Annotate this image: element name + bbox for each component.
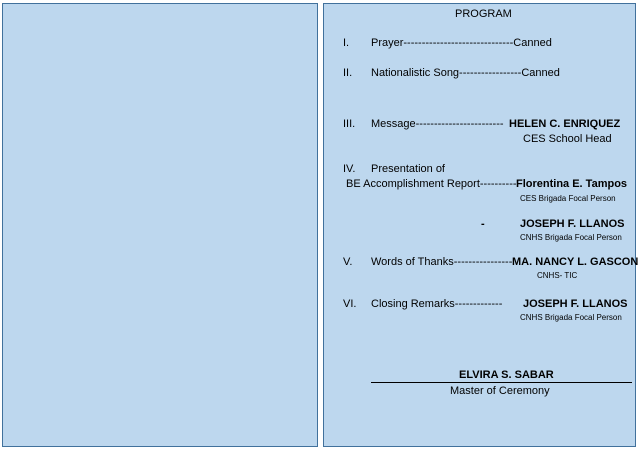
item-6-text: Closing Remarks------------- — [371, 298, 503, 310]
item-3-name: HELEN C. ENRIQUEZ — [509, 118, 621, 130]
item-4-text-line2: BE Accomplishment Report---------- — [346, 178, 517, 190]
signature-line — [371, 382, 632, 383]
item-3-role: CES School Head — [523, 133, 612, 145]
emcee-name: ELVIRA S. SABAR — [459, 369, 554, 381]
item-2-text: Nationalistic Song-----------------Canned — [371, 67, 560, 79]
item-4-number: IV. — [343, 163, 356, 175]
emcee-role: Master of Ceremony — [450, 385, 550, 397]
item-4-role-2: CNHS Brigada Focal Person — [520, 233, 622, 242]
item-3-number: III. — [343, 118, 356, 130]
item-5-number: V. — [343, 256, 353, 268]
item-6-number: VI. — [343, 298, 357, 310]
item-6-name: JOSEPH F. LLANOS — [523, 298, 628, 310]
item-4-name-2: JOSEPH F. LLANOS — [520, 218, 625, 230]
item-4-name: Florentina E. Tampos — [516, 178, 628, 190]
program-title: PROGRAM — [455, 8, 512, 20]
left-panel — [2, 3, 318, 447]
item-4-text: Presentation of — [371, 163, 445, 175]
item-5-role: CNHS- TIC — [537, 271, 578, 280]
item-1-text: Prayer------------------------------Canned — [371, 37, 552, 49]
item-2-number: II. — [343, 67, 353, 79]
item-1-number: I. — [343, 37, 350, 49]
item-4-role: CES Brigada Focal Person — [520, 194, 616, 203]
item-4-dash: - — [481, 218, 485, 230]
item-6-role: CNHS Brigada Focal Person — [520, 313, 622, 322]
item-5-text: Words of Thanks---------------- — [371, 256, 513, 268]
item-5-name: MA. NANCY L. GASCON — [512, 256, 638, 268]
item-3-text: Message------------------------ — [371, 118, 504, 130]
